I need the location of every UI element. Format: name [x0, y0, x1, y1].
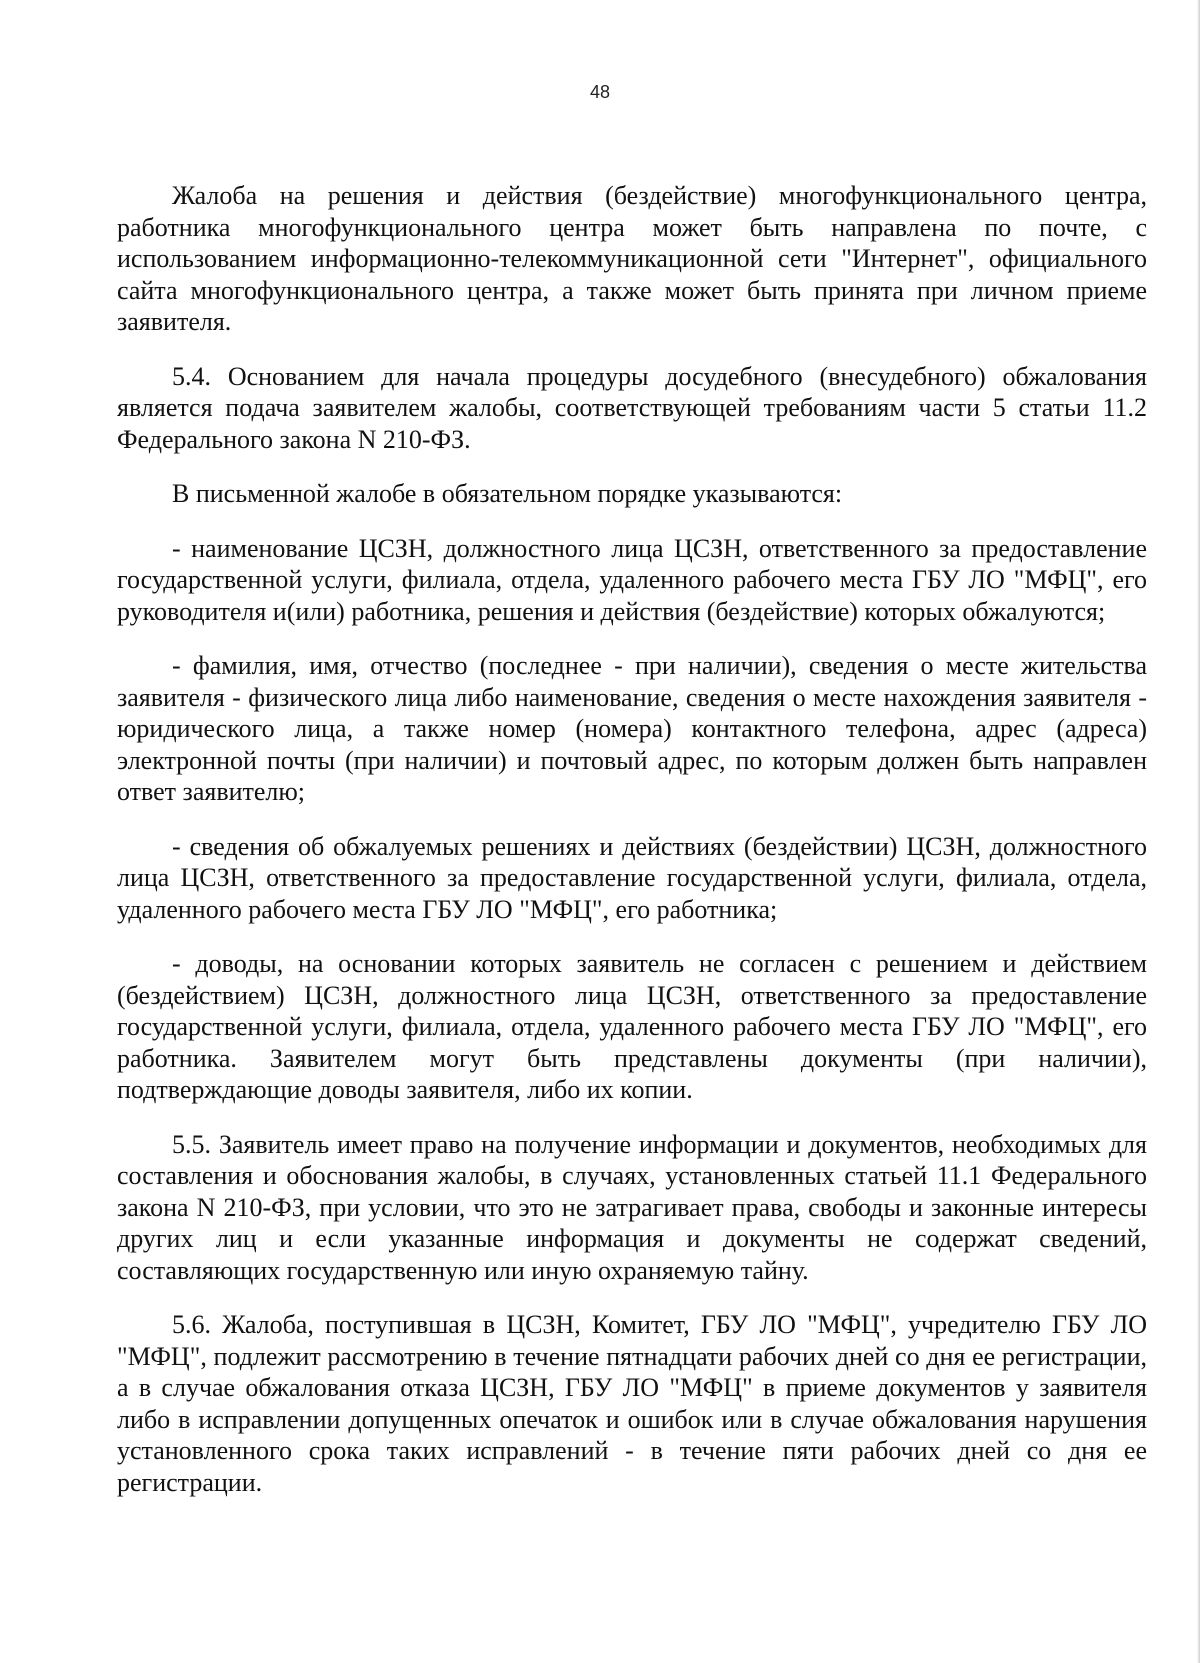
page-number: 48 — [589, 82, 611, 102]
paragraph-written-complaint-intro: В письменной жалобе в обязательном порядке указываются: — [172, 479, 843, 508]
paragraph-complaint-mfc: Жалоба на решения и действия (бездействие) многофункционального центра, работника многофункционального центра может быть направлена по почте, с использованием информационно-телекоммуникационной сети "Интернет", официального сайта многофункционального центра, а также может быть принята при личном приеме заявителя. — [117, 181, 1147, 336]
paragraph-5-4: 5.4. Основанием для начала процедуры досудебного (внесудебного) обжалования является подача заявителем жалобы, соответствующей требованиям части 5 статьи 11.2 Федерального закона N 210-ФЗ. — [117, 361, 1147, 454]
paragraph-5-5: 5.5. Заявитель имеет право на получение информации и документов, необходимых для составления и обоснования жалобы, в случаях, установленных статьей 11.1 Федерального закона N 210-ФЗ, при условии, что это не затрагивает права, свободы и законные интересы других лиц и если указанные информация и документы не содержат сведений, составляющих государственную или иную охраняемую тайну. — [117, 1129, 1147, 1285]
paragraph-5-6: 5.6. Жалоба, поступившая в ЦСЗН, Комитет, ГБУ ЛО "МФЦ", учредителю ГБУ ЛО "МФЦ", подлежит рассмотрению в течение пятнадцати рабочих дней со дня ее регистрации, а в случае обжалования отказа ЦСЗН, ГБУ ЛО "МФЦ" в приеме документов у заявителя либо в исправлении допущенных опечаток и ошибок или в случае обжалования нарушения установленного срока таких исправлений - в течение пяти рабочих дней со дня ее регистрации. — [117, 1310, 1147, 1497]
list-item-appealed-decisions: - сведения об обжалуемых решениях и действиях (бездействии) ЦСЗН, должностного лица ЦСЗН, ответственного за предоставление государственной услуги, филиала, отдела, удаленного рабочего места ГБУ ЛО "МФЦ", его работника; — [117, 831, 1147, 924]
list-item-arguments: - доводы, на основании которых заявитель не согласен с решением и действием (бездействием) ЦСЗН, должностного лица ЦСЗН, ответственного за предоставление государственной услуги, филиала, отдела, удаленного рабочего места ГБУ ЛО "МФЦ", его работника. Заявителем могут быть представлены документы (при наличии), подтверждающие доводы заявителя, либо их копии. — [117, 949, 1147, 1104]
document-body — [117, 180, 1147, 1521]
list-item-applicant-details: - фамилия, имя, отчество (последнее - при наличии), сведения о месте жительства заявителя - физического лица либо наименование, сведения о месте нахождения заявителя - юридического лица, а также номер (номера) контактного телефона, адрес (адреса) электронной почты (при наличии) и почтовый адрес, по которым должен быть направлен ответ заявителю; — [117, 651, 1147, 806]
list-item-name-of-body: - наименование ЦСЗН, должностного лица ЦСЗН, ответственного за предоставление государственной услуги, филиала, отдела, удаленного рабочего места ГБУ ЛО "МФЦ", его руководителя и(или) работника, решения и действия (бездействие) которых обжалуются; — [117, 533, 1147, 626]
